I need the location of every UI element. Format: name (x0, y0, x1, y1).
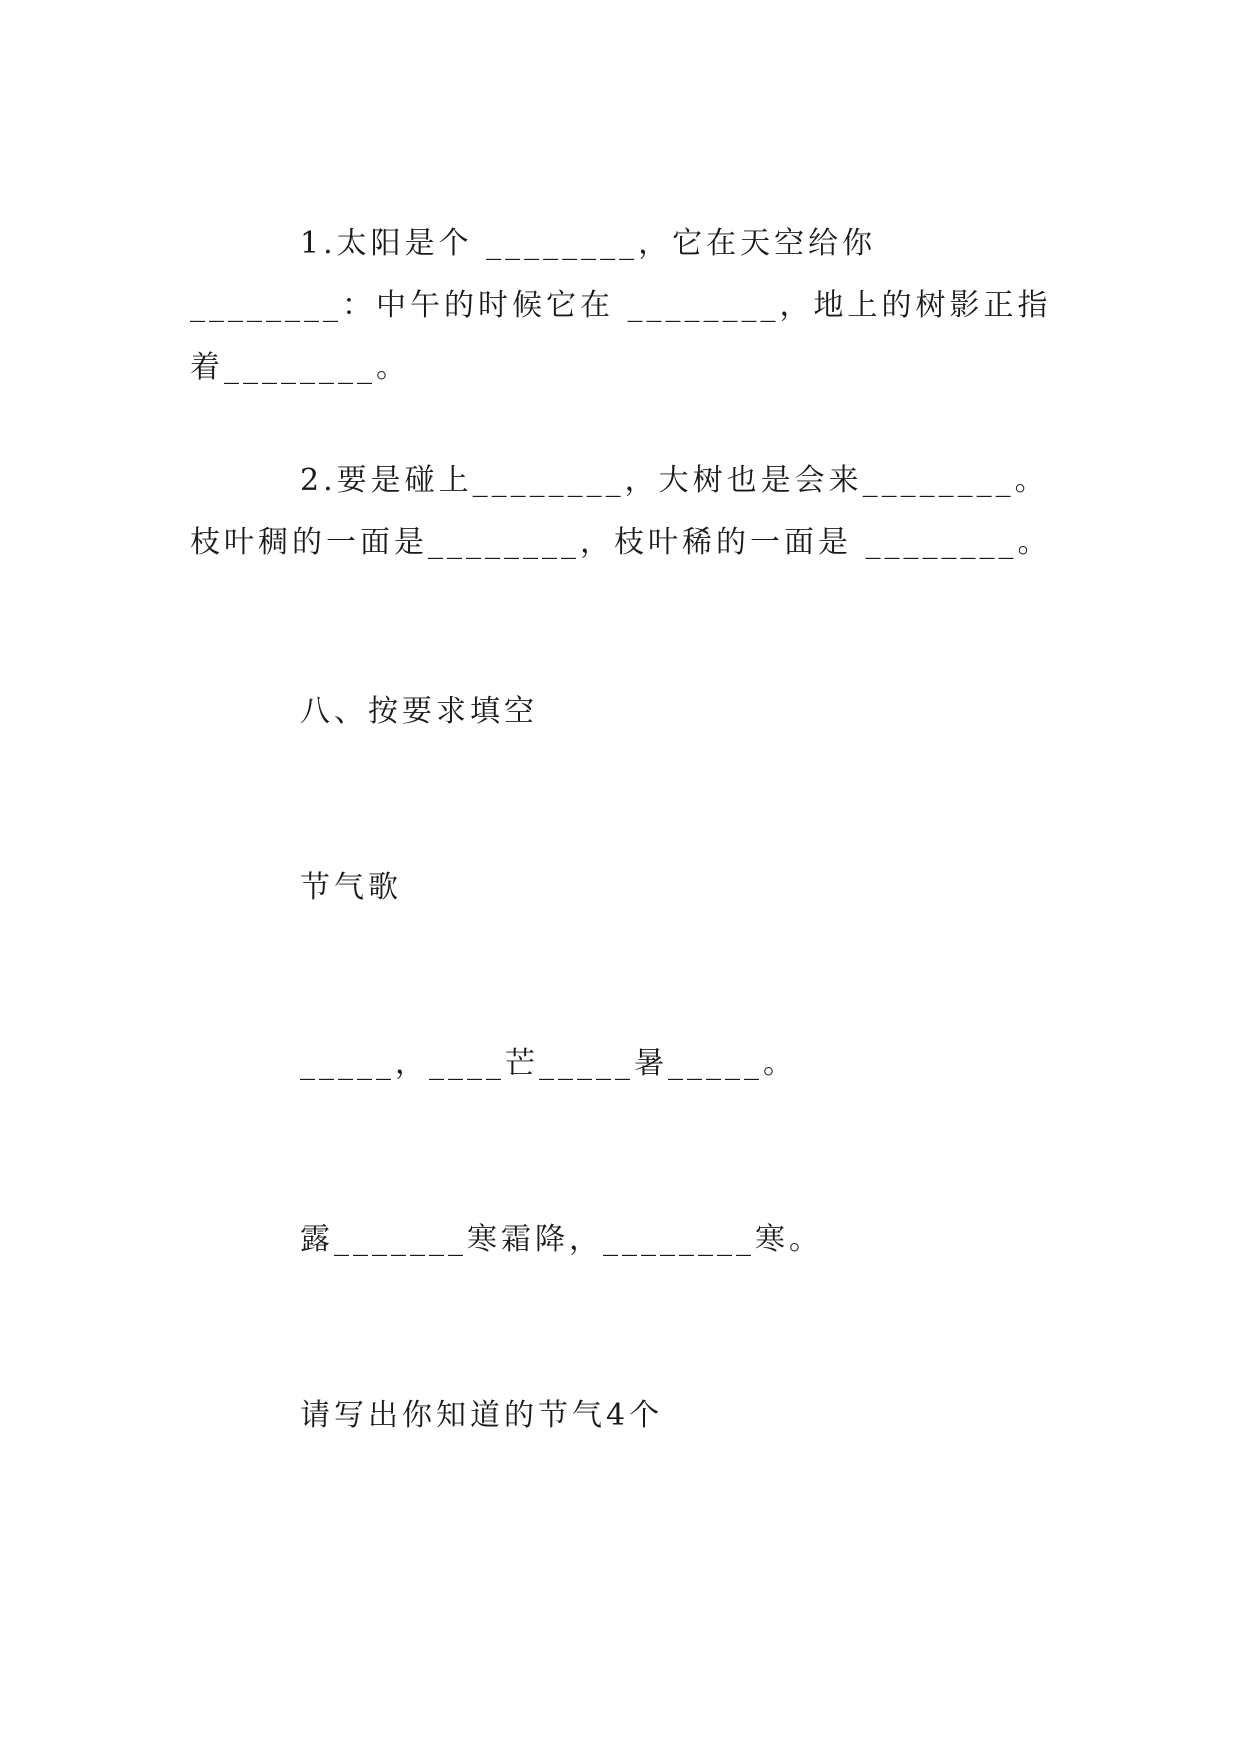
section-8-heading: 八、按要求填空 (300, 694, 538, 729)
question-2-text: 2.要是碰上________，大树也是会来________。枝叶稠的一面是________，枝叶稀的一面是 ________。 (190, 463, 1052, 560)
question-1-text: 1.太阳是个 ________，它在天空给你________：中午的时候它在 ________，地上的树影正指着________。 (190, 226, 1052, 385)
song-title: 节气歌 (300, 870, 402, 905)
prompt-text: 请写出你知道的节气4个 (300, 1398, 664, 1433)
fill-line-2: 露_______寒霜降，________寒。 (300, 1222, 823, 1257)
fill-line-1: _____，____芒_____暑_____。 (300, 1046, 797, 1081)
